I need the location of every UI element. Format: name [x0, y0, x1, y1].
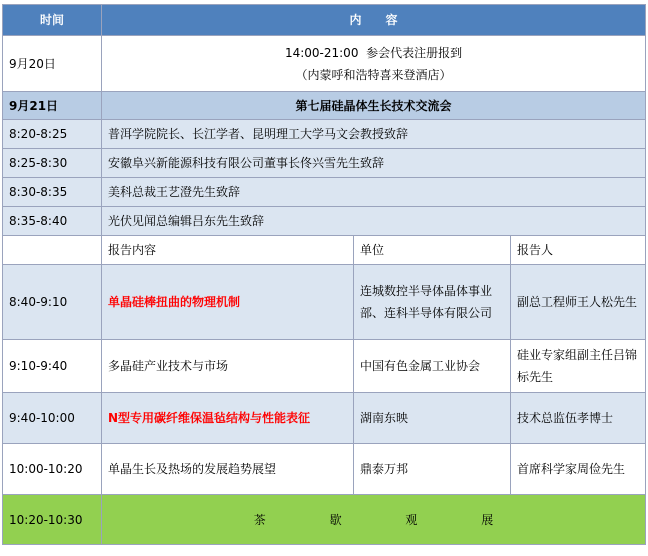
subheader-blank: [3, 236, 102, 265]
report-row: [3, 340, 646, 393]
speech-text: 光伏见闻总编辑吕东先生致辞: [102, 207, 646, 236]
schedule-table: [2, 4, 646, 545]
report-row: [3, 393, 646, 444]
break-time: 10:20-10:30: [3, 495, 102, 545]
day1-row: [3, 36, 646, 92]
speech-row: [3, 207, 646, 236]
day2-row: [3, 92, 646, 120]
subheader-unit: 单位: [354, 236, 511, 265]
speech-time: 8:30-8:35: [3, 178, 102, 207]
header-time: 时间: [3, 5, 102, 36]
report-row: [3, 444, 646, 495]
day1-date: 9月20日: [3, 36, 102, 92]
day2-date: 9月21日: [3, 92, 102, 120]
report-topic: N型专用碳纤维保温毡结构与性能表征: [102, 393, 354, 444]
speech-text: 普洱学院院长、长江学者、昆明理工大学马文会教授致辞: [102, 120, 646, 149]
speech-text: 安徽阜兴新能源科技有限公司董事长佟兴雪先生致辞: [102, 149, 646, 178]
report-time: 9:40-10:00: [3, 393, 102, 444]
break-row: [3, 495, 646, 545]
report-time: 8:40-9:10: [3, 265, 102, 340]
report-time: 9:10-9:40: [3, 340, 102, 393]
report-speaker: 首席科学家周俭先生: [511, 444, 646, 495]
day1-content: [102, 36, 646, 92]
report-speaker: 硅业专家组副主任吕锦标先生: [511, 340, 646, 393]
speech-text: 美科总裁王艺澄先生致辞: [102, 178, 646, 207]
speech-row: [3, 178, 646, 207]
report-unit: 中国有色金属工业协会: [354, 340, 511, 393]
break-text: 茶 歇 观 展: [102, 495, 646, 545]
speech-time: 8:20-8:25: [3, 120, 102, 149]
speech-row: [3, 120, 646, 149]
registration-line: 14:00-21:00 参会代表注册报到: [284, 45, 463, 60]
report-unit: 连城数控半导体晶体事业部、连科半导体有限公司: [354, 265, 511, 340]
speech-time: 8:35-8:40: [3, 207, 102, 236]
speech-row: [3, 149, 646, 178]
venue-line: （内蒙呼和浩特喜来登酒店）: [295, 67, 452, 82]
report-speaker: 技术总监伍孝博士: [511, 393, 646, 444]
day2-title: 第七届硅晶体生长技术交流会: [102, 92, 646, 120]
report-row: [3, 265, 646, 340]
report-time: 10:00-10:20: [3, 444, 102, 495]
speech-time: 8:25-8:30: [3, 149, 102, 178]
subheader-speaker: 报告人: [511, 236, 646, 265]
subheader-topic: 报告内容: [102, 236, 354, 265]
header-content: 内 容: [102, 5, 646, 36]
subheader-row: [3, 236, 646, 265]
report-topic: 多晶硅产业技术与市场: [102, 340, 354, 393]
report-speaker: 副总工程师王人松先生: [511, 265, 646, 340]
report-unit: 鼎泰万邦: [354, 444, 511, 495]
table-header-row: [3, 5, 646, 36]
report-unit: 湖南东映: [354, 393, 511, 444]
report-topic: 单晶生长及热场的发展趋势展望: [102, 444, 354, 495]
report-topic: 单晶硅棒扭曲的物理机制: [102, 265, 354, 340]
